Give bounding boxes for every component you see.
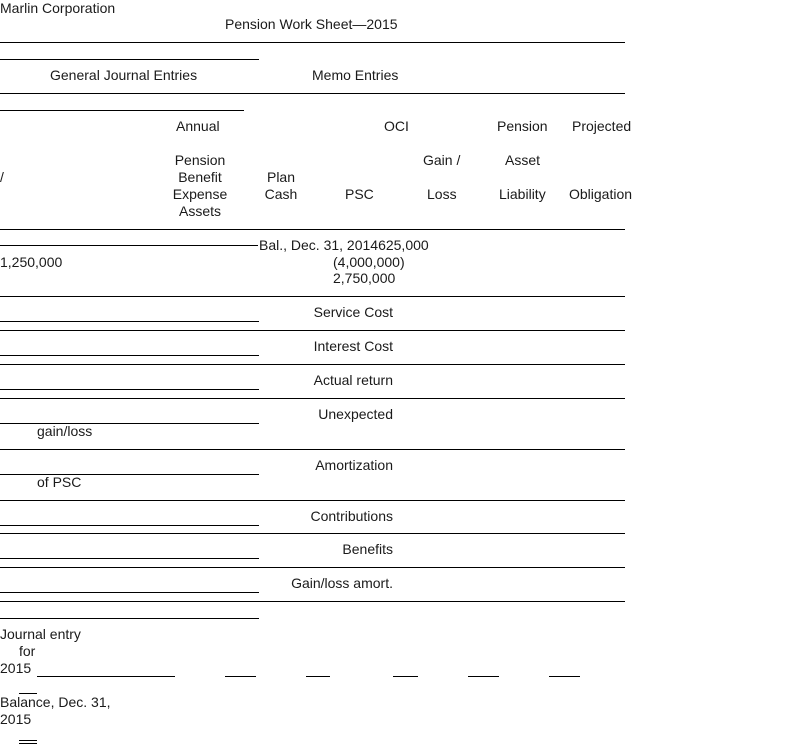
header-pension-benefit-expense-assets: Pension Benefit Expense Assets	[172, 152, 228, 219]
row-label-contributions: Contributions	[310, 508, 393, 524]
header-psc: PSC	[345, 186, 374, 202]
header-plan-cash: Plan Cash	[264, 169, 298, 202]
rule-line	[0, 525, 259, 526]
total-underline	[468, 676, 499, 677]
rule-line	[0, 398, 625, 399]
total-underline	[37, 676, 175, 677]
balance-2015-year: 2015	[0, 711, 32, 727]
header-pension: Pension	[497, 118, 548, 134]
rule-line	[0, 59, 259, 60]
rule-line	[0, 592, 259, 593]
header-asset: Asset	[505, 152, 541, 168]
header-gain-loss-2: Loss	[427, 186, 457, 202]
general-journal-header: General Journal Entries	[50, 67, 198, 83]
rule-line	[0, 321, 259, 322]
rule-line	[0, 355, 259, 356]
journal-entry-year: 2015	[0, 660, 32, 676]
journal-entry-for: for	[19, 643, 36, 659]
header-slash: /	[0, 169, 4, 185]
rule-line	[0, 618, 259, 619]
header-liability: Liability	[499, 186, 546, 202]
row-sublabel-gain-loss: gain/loss	[37, 423, 93, 439]
rule-line	[0, 330, 625, 331]
header-projected: Projected	[572, 118, 632, 134]
double-underline	[19, 740, 37, 744]
header-obligation: Obligation	[569, 186, 633, 202]
row-sublabel-of-psc: of PSC	[37, 474, 82, 490]
worksheet-title: Pension Work Sheet—2015	[225, 16, 398, 32]
rule-line	[0, 449, 625, 450]
rule-line	[0, 567, 625, 568]
rule-line	[0, 389, 259, 390]
total-underline	[549, 676, 580, 677]
row-label-actual-return: Actual return	[313, 372, 393, 388]
memo-entries-header: Memo Entries	[312, 67, 399, 83]
total-underline	[225, 676, 256, 677]
rule-line	[0, 229, 625, 230]
rule-line	[0, 42, 625, 43]
rule-line	[0, 110, 244, 111]
rule-line	[0, 500, 625, 501]
row-label-service-cost: Service Cost	[313, 304, 393, 320]
row-label-interest-cost: Interest Cost	[313, 338, 393, 354]
row-label-unexpected: Unexpected	[318, 406, 393, 422]
row-label-benefits: Benefits	[342, 541, 393, 557]
row-label-gain-loss-amort: Gain/loss amort.	[291, 575, 393, 591]
rule-line	[0, 601, 625, 602]
header-oci: OCI	[384, 118, 409, 134]
balance-2014-value-1: (4,000,000)	[333, 254, 405, 270]
balance-2014-left-value: 1,250,000	[0, 254, 63, 270]
total-underline	[306, 676, 330, 677]
company-name: Marlin Corporation	[0, 0, 116, 16]
balance-2014-label: Bal., Dec. 31, 2014625,000	[259, 237, 429, 253]
rule-line	[0, 364, 625, 365]
row-label-amortization: Amortization	[315, 457, 393, 473]
rule-line	[0, 245, 258, 246]
total-underline	[393, 676, 418, 677]
header-gain-loss: Gain /	[423, 152, 461, 168]
rule-line	[0, 93, 625, 94]
rule-line	[0, 558, 259, 559]
balance-2014-value-2: 2,750,000	[333, 270, 396, 286]
journal-entry-label: Journal entry	[0, 626, 81, 642]
balance-2015-label: Balance, Dec. 31,	[0, 694, 111, 710]
rule-line	[0, 296, 625, 297]
rule-line	[0, 533, 625, 534]
header-annual: Annual	[176, 118, 220, 134]
